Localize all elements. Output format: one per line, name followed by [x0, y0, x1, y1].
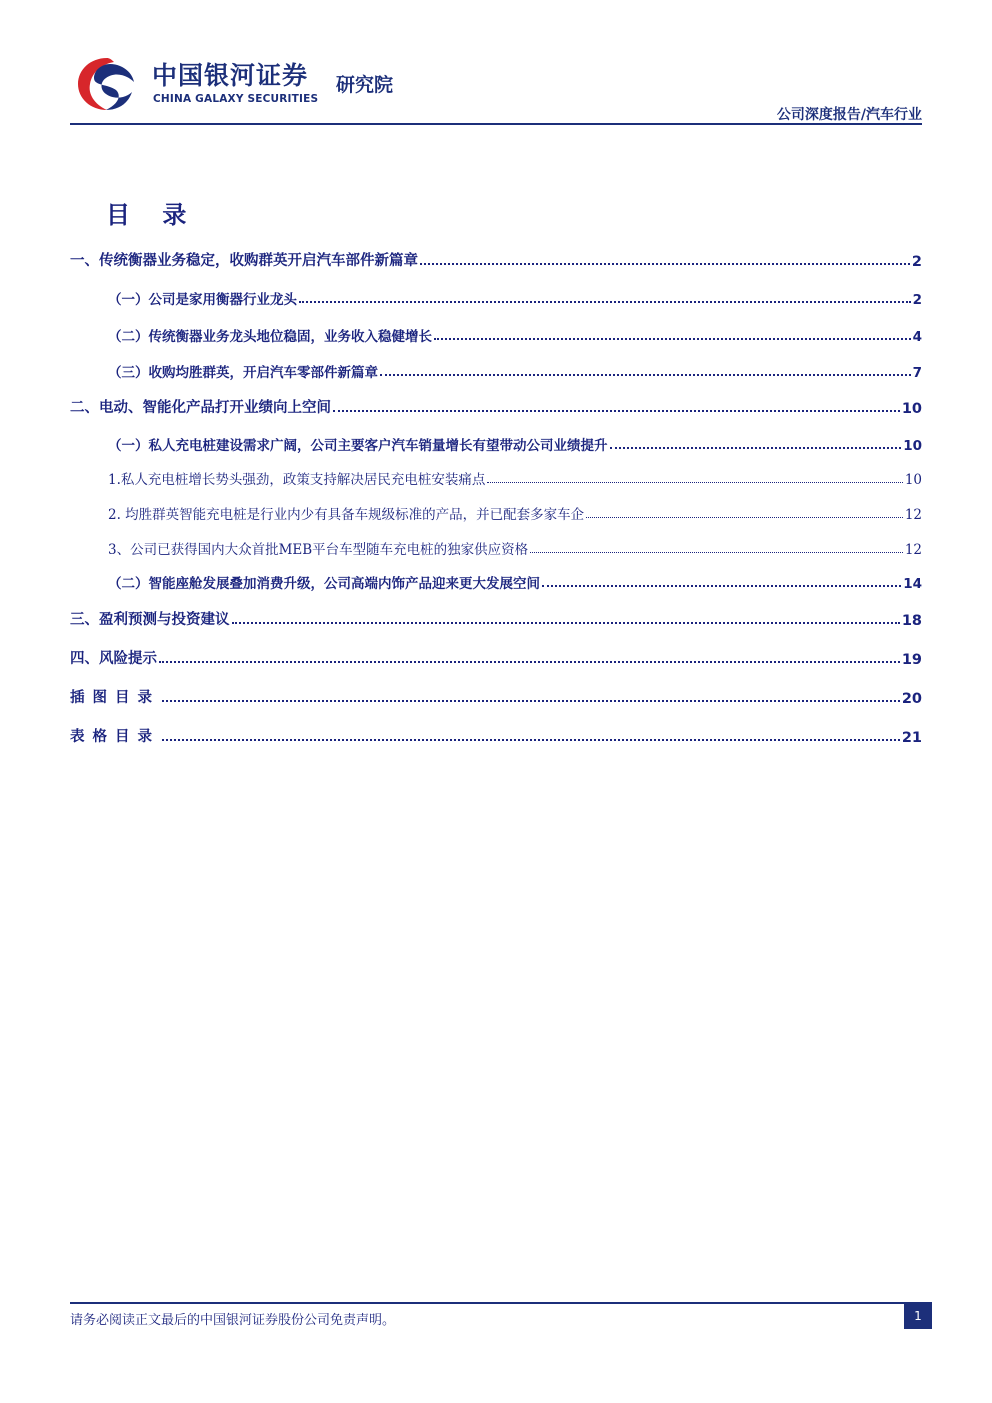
toc-entry-page: 10	[903, 438, 922, 454]
toc-entry-label: 二、电动、智能化产品打开业绩向上空间	[70, 400, 331, 416]
footer-divider	[70, 1302, 932, 1304]
toc-entry-page: 10	[901, 401, 922, 417]
toc-leader-dots	[434, 337, 911, 340]
toc-entry[interactable]	[70, 501, 922, 523]
toc-entry-label: 2. 均胜群英智能充电桩是行业内少有具备车规级标准的产品，并已配套多家车企	[108, 507, 585, 523]
page-number-badge: 1	[904, 1303, 932, 1329]
toc-entry[interactable]	[70, 323, 922, 345]
toc-entry[interactable]	[70, 359, 922, 381]
toc-entry-label: （二）智能座舱发展叠加消费升级，公司高端内饰产品迎来更大发展空间	[108, 576, 540, 592]
galaxy-logo-icon	[74, 54, 140, 114]
toc-leader-dots	[299, 300, 911, 303]
toc-leader-dots	[487, 481, 902, 483]
toc-entry-page: 12	[904, 507, 922, 523]
page-header	[70, 52, 922, 124]
toc-entry[interactable]	[70, 395, 922, 417]
toc-leader-dots	[162, 699, 900, 702]
toc-entry-label: 插图目录	[70, 690, 160, 706]
toc-entry-label: 1.私人充电桩增长势头强劲，政策支持解决居民充电桩安装痛点	[108, 472, 486, 488]
toc-entry-label: 三、盈利预测与投资建议	[70, 612, 230, 628]
toc-entry[interactable]	[70, 466, 922, 488]
toc-entry[interactable]	[70, 248, 922, 270]
toc-leader-dots	[610, 446, 902, 449]
toc-entry-label: （一）私人充电桩建设需求广阔，公司主要客户汽车销量增长有望带动公司业绩提升	[108, 438, 608, 454]
toc-entry-page: 4	[912, 329, 922, 345]
toc-entry-page: 19	[901, 652, 922, 668]
toc-entry[interactable]	[70, 570, 922, 592]
toc-entry-page: 21	[901, 730, 922, 746]
toc-entry-label: （一）公司是家用衡器行业龙头	[108, 292, 297, 308]
toc-entry-label: 一、传统衡器业务稳定，收购群英开启汽车部件新篇章	[70, 253, 418, 269]
footer-disclaimer: 请务必阅读正文最后的中国银河证券股份公司免责声明。	[70, 1313, 396, 1328]
institute-label: 研究院	[336, 74, 394, 96]
toc-entry[interactable]	[70, 685, 922, 707]
toc-leader-dots	[333, 409, 900, 412]
toc-leader-dots	[159, 660, 900, 663]
toc-entry-label: 3、公司已获得国内大众首批MEB平台车型随车充电桩的独家供应资格	[108, 542, 529, 558]
logo-chinese-name: 中国银河证券	[152, 61, 309, 90]
toc-entry[interactable]	[70, 607, 922, 629]
toc-leader-dots	[586, 516, 903, 518]
toc-entry-page: 20	[901, 691, 922, 707]
toc-entry-page: 7	[912, 365, 922, 381]
toc-leader-dots	[542, 584, 901, 587]
toc-entry-page: 12	[904, 542, 922, 558]
toc-entry-page: 18	[901, 613, 922, 629]
toc-entry-page: 10	[904, 472, 922, 488]
toc-leader-dots	[530, 551, 903, 553]
toc-entry-page: 2	[911, 254, 922, 270]
logo-english-name: CHINA GALAXY SECURITIES	[153, 93, 319, 105]
toc-entry[interactable]	[70, 286, 922, 308]
toc-entry[interactable]	[70, 646, 922, 668]
toc-entry[interactable]	[70, 432, 922, 454]
toc-entry-label: （三）收购均胜群英，开启汽车零部件新篇章	[108, 365, 378, 381]
toc-leader-dots	[420, 262, 910, 265]
report-type-label: 公司深度报告/汽车行业	[776, 107, 922, 123]
toc-leader-dots	[232, 621, 900, 624]
toc-entry-label: （二）传统衡器业务龙头地位稳固，业务收入稳健增长	[108, 329, 432, 345]
header-divider	[70, 123, 922, 125]
toc-leader-dots	[162, 738, 900, 741]
toc-entry-label: 表格目录	[70, 729, 160, 745]
toc-entry-page: 2	[912, 292, 922, 308]
toc-entry[interactable]	[70, 724, 922, 746]
toc-entry[interactable]	[70, 536, 922, 558]
toc-title: 目 录	[106, 201, 199, 229]
toc-entry-label: 四、风险提示	[70, 651, 157, 667]
toc-leader-dots	[380, 373, 911, 376]
toc-entry-page: 14	[903, 576, 922, 592]
